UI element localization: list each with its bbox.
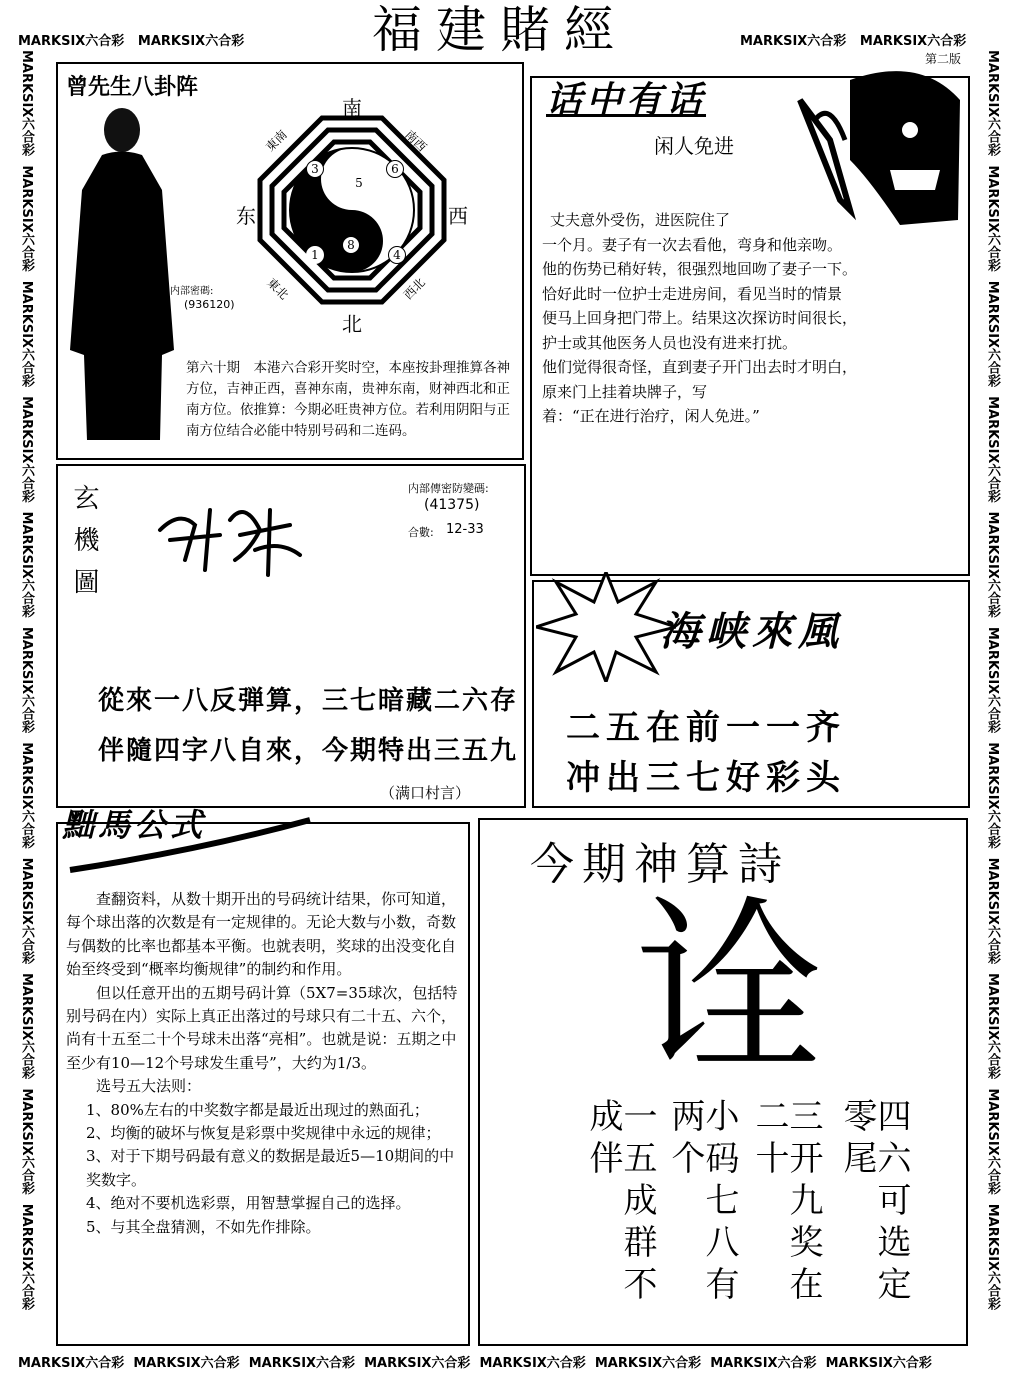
joke-line: 一个月。妻子有一次去看他，弯身和他亲吻。 (542, 235, 843, 254)
right-border: MARKSIX六合彩 MARKSIX六合彩 MARKSIX六合彩 MARKSIX六合彩 MARKSIX六合彩 MARKSIX六合彩 MARKSIX六合彩 MARKSIX六合彩 MARKSIX六合彩 MARKSIX六合彩 MARKSIX六合彩 (985, 50, 1000, 1311)
border-text: MARKSIX六合彩 (18, 34, 125, 48)
formula-paragraph: 查翻资料，从数十期开出的号码统计结果，你可知道，每个球出落的次数是有一定规律的。无论大数与小数，奇数与偶数的比率也都基本平衡。也就表明，奖球的出没变化自始至终受到“概率均衡规律”的制约和作用。 (66, 890, 457, 979)
dir-northeast: 東北 (264, 275, 292, 303)
joke-line: 恰好此时一位护士走进房间，看见当时的情景 (542, 284, 843, 303)
border-text: MARKSIX六合彩 (740, 34, 847, 48)
xuanji-title: 玄機圖 (69, 484, 99, 610)
dir-southwest: 南西 (402, 127, 430, 155)
bagua-number: 6 (386, 160, 404, 178)
border-text: MARKSIX六合彩 (137, 34, 245, 48)
dir-north: 北 (342, 312, 362, 336)
formula-rule: 1、80%左右的中奖数字都是最近出现过的熟面孔； (86, 1100, 429, 1119)
top-border-right (740, 30, 1002, 48)
dir-southeast: 東南 (262, 127, 290, 155)
bagua-number: 1 (306, 246, 324, 264)
bagua-title: 曾先生八卦阵 (66, 75, 199, 100)
page-title: 福建賭經 (372, 1, 628, 59)
poem-column: 四六可选定零尾 (837, 1098, 911, 1308)
joke-line: 原来门上挂着块牌子，写 (542, 382, 708, 401)
ghost-illustration (790, 60, 968, 230)
formula-paragraph: 但以任意开出的五期号码计算（5X7=35球次，包括特别号码在内）实际上真正出落过的号球只有二十五、六个，尚有十五至二十个号球未出落“亮相”。也就是说：五期之中至少有10—12个号球发生重号”，大约为1/3。 (66, 983, 458, 1072)
haixia-line-1: 二五在前一一齐 (566, 708, 846, 748)
xuanji-combo-value: 12-33 (446, 522, 484, 537)
bagua-text: 第六十期 本港六合彩开奖时空，本座按卦理推算各神方位，吉神正西，喜神东南，贵神东南，财神西北和正南方位。依推算：今期必旺贵神方位。若利用阴阳与正南方位结合必能中特别号码和二连码。 (186, 360, 510, 439)
formula-rule: 5、与其全盘猜测，不如先作排除。 (86, 1217, 321, 1236)
poem-big-char: 诠 (634, 879, 825, 1100)
bagua-number: 8 (342, 236, 360, 254)
bottom-border: MARKSIX六合彩 MARKSIX六合彩 MARKSIX六合彩 MARKSIX六合彩 MARKSIX六合彩 MARKSIX六合彩 MARKSIX六合彩 MARKSIX六合彩 (18, 1356, 932, 1370)
joke-line: 着：“正在进行治疗，闲人免进。” (542, 407, 760, 425)
poem-column: 三开九奖在二十 (749, 1098, 823, 1308)
joke-line: 便马上回身把门带上。结果这次探访时间很长， (542, 309, 858, 327)
joke-subtitle: 闲人免进 (654, 134, 734, 158)
dir-west: 西 (448, 204, 468, 228)
joke-body (542, 208, 962, 429)
top-border-left (18, 30, 308, 48)
haixia-title: 海峡來風 (660, 608, 844, 655)
xuanji-source: （满口村言） (380, 784, 471, 802)
edition-label: 第二版 (925, 52, 962, 66)
joke-line: 他们觉得很奇怪，直到妻子开门出去时才明白， (542, 358, 858, 376)
formula-title: 黜馬公式 (62, 806, 207, 844)
left-border: MARKSIX六合彩 MARKSIX六合彩 MARKSIX六合彩 MARKSIX六合彩 MARKSIX六合彩 MARKSIX六合彩 MARKSIX六合彩 MARKSIX六合彩 MARKSIX六合彩 MARKSIX六合彩 MARKSIX六合彩 (19, 50, 34, 1311)
xuanji-verse-1: 從來一八反弾算，三七暗藏二六存 (98, 686, 519, 716)
xuanji-verse-2: 伴隨四字八自來，今期特出三五九 (98, 736, 519, 766)
bagua-number: 3 (306, 160, 324, 178)
master-figure (62, 100, 192, 450)
border-text: MARKSIX六合彩 (859, 34, 967, 48)
joke-line: 护士或其他医务人员也没有进来打扰。 (542, 333, 798, 352)
dir-northwest: 西北 (400, 275, 428, 303)
bagua-code-label: 内部密碼: (170, 286, 214, 297)
bagua-code-value: (936120) (184, 298, 235, 311)
formula-rules-title: 选号五大法则： (96, 1077, 202, 1096)
poem-title: 今期神算詩 (530, 839, 790, 890)
joke-title: 话中有话 (546, 79, 707, 121)
joke-line: 他的伤势已稍好转，很强烈地回吻了妻子一下。 (542, 260, 858, 278)
dir-east: 东 (236, 204, 256, 228)
formula-rule: 2、均衡的破坏与恢复是彩票中奖规律中永远的规律； (86, 1124, 441, 1143)
poem-column: 一五成群不成伴 (583, 1098, 657, 1308)
haixia-line-2: 冲出三七好彩头 (566, 758, 846, 798)
joke-line: 丈夫意外受伤，进医院住了 (550, 211, 731, 229)
xuanji-code-label: 内部傳密防變碼: (408, 482, 489, 495)
xuanji-code-value: (41375) (424, 497, 480, 513)
starburst-shape (536, 572, 676, 682)
formula-rule: 4、绝对不要机选彩票，用智慧掌握自己的选择。 (86, 1194, 411, 1213)
signature-glyph (150, 490, 310, 580)
xuanji-combo-label: 合數: (408, 526, 434, 539)
bagua-number: 4 (388, 246, 406, 264)
poem-column: 小码七八有两个 (665, 1098, 739, 1308)
formula-body (66, 888, 462, 1239)
dir-south: 南 (342, 96, 362, 120)
bagua-number: 5 (350, 174, 368, 192)
formula-rule: 3、对于下期号码最有意义的数据是最近5—10期间的中奖数字。 (86, 1147, 455, 1189)
